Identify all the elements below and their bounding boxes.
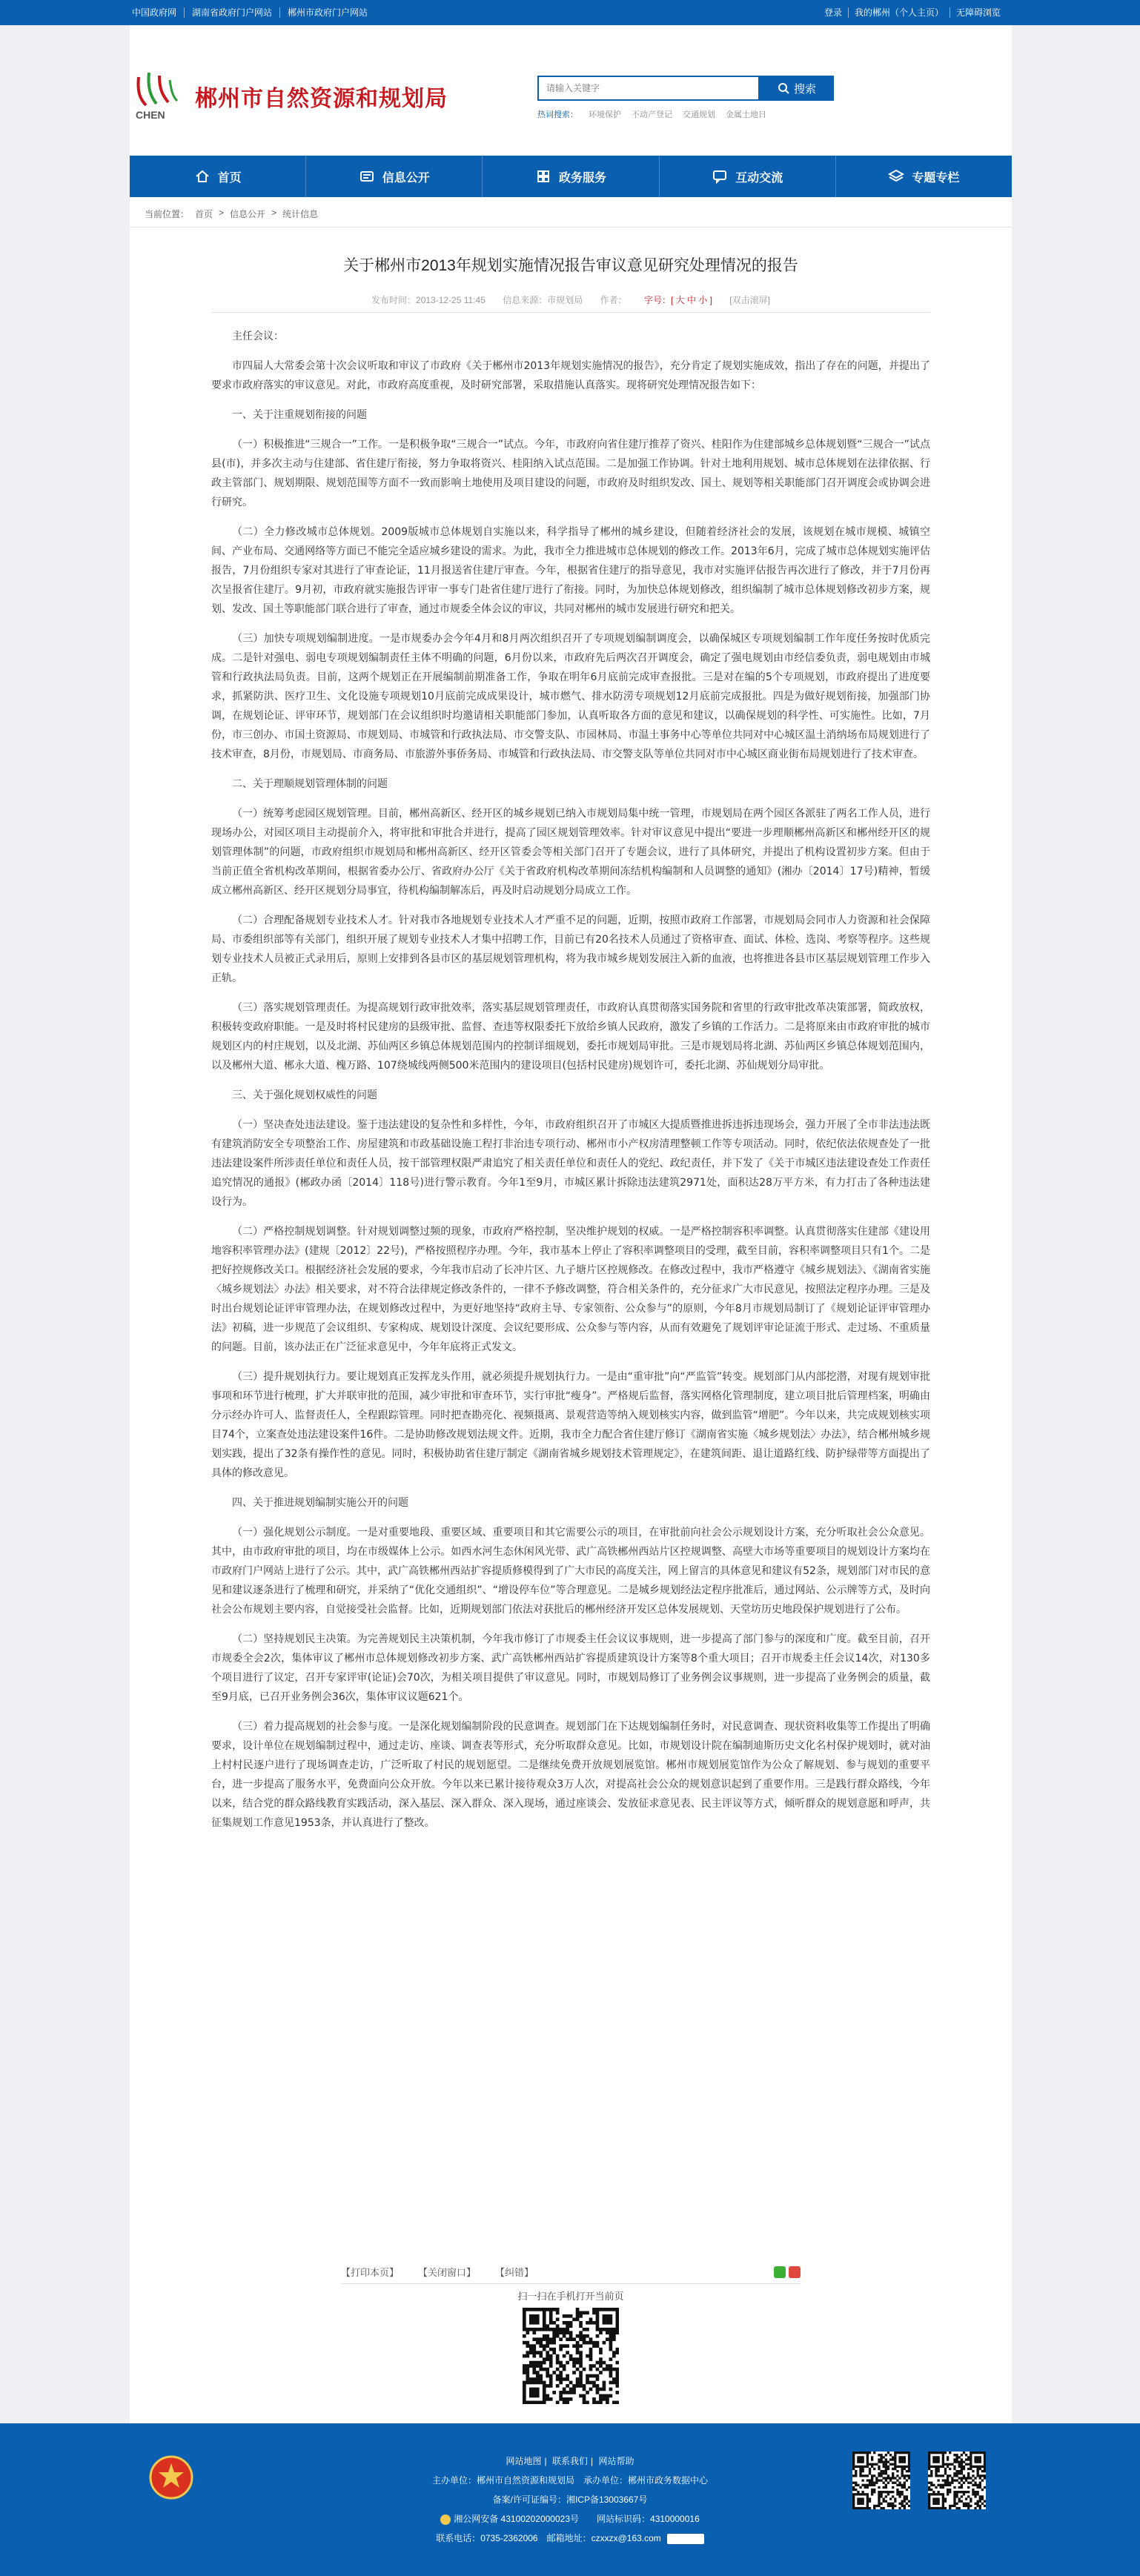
info-icon (359, 168, 375, 185)
scroll-toggle[interactable]: [双击滚屏] (729, 295, 770, 305)
logo-icon (130, 70, 189, 122)
nav-label: 互动交流 (735, 171, 783, 185)
footer-police[interactable]: 湘公网安备 43100202000023号 (454, 2514, 579, 2524)
top-link-hunan[interactable]: 湖南省政府门户网站 (184, 7, 279, 18)
main-nav (130, 156, 1012, 197)
nav-label: 政务服务 (559, 171, 607, 185)
nav-label: 首页 (217, 171, 242, 185)
hotword[interactable]: 交通规划 (683, 110, 715, 119)
section-heading: 三、关于强化规划权威性的问题 (232, 1089, 377, 1101)
salutation: 主任会议： (232, 331, 284, 342)
source: 信息来源：市规划局 (503, 295, 583, 305)
nav-info[interactable] (306, 156, 483, 197)
article-title: 关于郴州市2013年规划实施情况报告审议意见研究处理情况的报告 (343, 257, 798, 274)
section-heading: 二、关于理顺规划管理体制的问题 (232, 778, 388, 790)
article-meta (130, 293, 1012, 306)
nav-service[interactable] (483, 156, 659, 197)
top-link-chenzhou[interactable]: 郴州市政府门户网站 (279, 7, 375, 18)
correction-button[interactable]: 【纠错】 (495, 2267, 534, 2278)
paragraph: （二）严格控制规划调整。针对规划调整过频的现象，市政府严格控制，坚决维护规划的权威。一是严格控制容积率调整。认真贯彻落实住建部《建设用地容积率管理办法》(建规〔2012〕22号)，严格按照程序办理。今年，我市基本上停止了容积率调整项目的受理，截至目前，容积率调整项目只有1个。二是把好控规修改关口。根据经济社会发展的要求，今年我市启动了长冲片区、九子塘片区控规修改。在修改过程中，我市严格遵守《城乡规划法》、《湖南省实施〈城乡规划法〉办法》相关要求，对不符合法律规定修改条件的，一律不予修改调整，符合相关条件的，充分征求广大市民意见，按照法定程序办理。三是及时出台规划论证评审管理办法，在规划修改过程中，为更好地坚持“政府主导、专家领衔、公众参与”的原则，今年8月市规划局制订了《规划论证评审管理办法》初稿，进一步规范了会议组织、专家构成、规划设计深度、会议纪要形成、公众参与等内容，从而有效避免了规划评审论证流于形式、走过场、不重质量的问题。目前，该办法正在广泛征求意见中，今年年底将正式发文。 (211, 1226, 930, 1353)
section-heading: 四、关于推进规划编制实施公开的问题 (232, 1497, 408, 1509)
footer-site-code: 网站标识码：4310000016 (597, 2514, 700, 2524)
breadcrumb-sep: > (219, 208, 225, 218)
breadcrumb-info[interactable]: 信息公开 (230, 209, 266, 219)
paragraph: （三）落实规划管理责任。为提高规划行政审批效率，落实基层规划管理责任，市政府认真贯彻落实国务院和省里的行政审批改革决策部署，简政放权，积极转变政府职能。一是及时将村民建房的县级审批、监督、查违等权限委托下放给乡镇人民政府，激发了乡镇的工作活力。二是将原来由市政府审批的城市规划区内的村庄规划，以及北湖、苏仙两区乡镇总体规划范围内的控制详细规划，委托市规划局审批。三是市规划局将北湖、苏仙两区乡镇总体规划范围内，以及郴州大道、郴永大道、槐万路、107绕城线两侧500米范围内的建设项目(包括村民建房)规划许可，委托北湖、苏仙规划分局审批。 (211, 1002, 930, 1072)
article-body (211, 327, 930, 1843)
divider (211, 312, 930, 313)
paragraph: （二）合理配备规划专业技术人才。针对我市各地规划专业技术人才严重不足的问题，近期，按照市政府工作部署，市规划局会同市人力资源和社会保障局、市委组织部等有关部门，组织开展了规划专业技术人才集中招聘工作，目前已有20名技术人员通过了资格审查、面试、体检、选岗、考察等程序。这些规划专业技术人员被正式录用后，原则上安排到各县市区的基层规划管理机构，将为我市城乡规划发展注入新的血液，也将推进各县市区基层规划管理工作步入正轨。 (211, 914, 930, 984)
home-icon (194, 168, 211, 185)
gov-error-report-icon[interactable] (667, 2534, 704, 2544)
chat-icon (712, 168, 728, 185)
nav-interaction[interactable] (660, 156, 836, 197)
hotword[interactable]: 金属土地日 (726, 110, 766, 119)
hotword[interactable]: 不动产登记 (632, 110, 672, 119)
paragraph: 市四届人大常委会第十次会议听取和审议了市政府《关于郴州市2013年规划实施情况的报告》，充分肯定了规划实施成效，指出了存在的问题，并提出了要求市政府落实的审议意见。对此，市政府高度重视，及时研究部署，采取措施认真落实。现将研究处理情况报告如下： (211, 360, 930, 391)
paragraph: （二）坚持规划民主决策。为完善规划民主决策机制，今年我市修订了市规委主任会议议事规则，进一步提高了部门参与的深度和广度。截至目前，召开市规委全会2次，集体审议了郴州市总体规划修改初步方案、武广高铁郴州西站扩容提质建筑设计方案等8个重大项目；召开市规委主任会议14次，对130多个项目进行了议定，召开专家评审(论证)会70次，为相关项目提供了审议意见。同时，市规划局修订了业务例会议事规则，进一步提高了业务例会的质量，截至9月底，已召开业务例会36次，集体审议议题621个。 (211, 1633, 930, 1703)
wechat-icon[interactable] (774, 2266, 786, 2278)
footer-contact: 联系电话：0735-2362006 邮箱地址：czxxzx@163.com (436, 2533, 661, 2543)
paragraph: （三）加快专项规划编制进度。一是市规委办会今年4月和8月两次组织召开了专项规划编制调度会，以确保城区专项规划编制工作年度任务按时优质完成。二是针对强电、弱电专项规划编制责任主体不明确的问题，6月份以来，市政府先后两次召开调度会，确定了强电规划由市经信委负责，弱电规划由市城管和行政执法局负责。目前，这两个规划正在开展编制前期准备工作，争取在明年6月底前完成审查报批。三是对在编的5个专项规划，市政府提出了进度要求，抓紧防洪、医疗卫生、文化设施专项规划10月底前完成成果设计，城市燃气、排水防涝专项规划12月底前完成报批。四是为做好规划衔接，加强部门协调，在规划论证、评审环节，规划部门在会议组织时均邀请相关职能部门参加，认真听取各方面的意见和建议，以确保规划的科学性、可实施性。比如，7月份，市三创办、市国土资源局、市规划局、市城管和行政执法局、市交警支队、市园林局、市温土事务中心等单位共同对中心城区温土消纳场布局规划进行了技术审查，8月份，市规划局、市商务局、市旅游外事侨务局、市城管和行政执法局、市交警支队等单位共同对市中心城区商业街布局规划进行了技术审查。 (211, 633, 930, 760)
breadcrumb-sep: > (271, 208, 277, 218)
divider (341, 2283, 801, 2284)
top-link-gov[interactable]: 中国政府网 (132, 7, 177, 18)
publish-date: 发布时间：2013-12-25 11:45 (371, 295, 486, 305)
breadcrumb-current[interactable]: 统计信息 (282, 209, 319, 219)
weibo-qr-icon (852, 2451, 910, 2509)
section-heading: 一、关于注重规划衔接的问题 (232, 409, 367, 421)
qr-label: 扫一扫在手机打开当前页 (517, 2291, 624, 2302)
search-button-label: 搜索 (793, 82, 816, 96)
footer-link-help[interactable]: 网站帮助 (598, 2456, 634, 2466)
logo-text: CHEN (136, 109, 165, 121)
qr-code-icon (523, 2308, 619, 2404)
divider (130, 227, 1012, 228)
top-links (132, 7, 375, 18)
breadcrumb-home[interactable]: 首页 (195, 209, 213, 219)
hotword[interactable]: 环境保护 (589, 110, 621, 119)
paragraph: （一）统筹考虑园区规划管理。目前，郴州高新区、经开区的城乡规划已纳入市规划局集中统一管理，市规划局在两个园区各派驻了两名工作人员，进行现场办公，对园区项目主动提前介入，将审批和审批合并进行，提高了园区规划管理效率。针对审议意见中提出“要进一步理顺郴州高新区和郴州经开区的规划管理体制”的问题，市政府组织市规划局和郴州高新区、经开区管委会等相关部门召开了专题会议，进行了具体研究，并提出了机构设置初步方案。但由于当前正值全省机构改革期间，根据省委办公厅、省政府办公厅《关于省政府机构改革期间冻结机构编制和人员调整的通知》(湘办〔2014〕17号)精神，暂缓成立郴州高新区、经开区规划分局事宜，待机构编制解冻后，再及时启动规划分局成立工作。 (211, 808, 930, 897)
print-button[interactable]: 【打印本页】 (341, 2267, 400, 2278)
nav-label: 信息公开 (382, 171, 430, 185)
footer-record[interactable]: 备案/许可证编号：湘ICP备13003667号 (492, 2494, 648, 2505)
layers-icon (888, 168, 904, 185)
top-right-links (818, 7, 1007, 18)
breadcrumb (145, 208, 318, 220)
main-content (130, 197, 1012, 2423)
site-header (130, 25, 1012, 156)
search-button[interactable] (760, 76, 834, 101)
nav-home[interactable] (130, 156, 306, 197)
top-bar (0, 0, 1140, 25)
breadcrumb-prefix: 当前位置： (145, 209, 190, 219)
paragraph: （三）着力提高规划的社会参与度。一是深化规划编制阶段的民意调查。规划部门在下达规划编制任务时，对民意调查、现状资料收集等工作提出了明确要求，设计单位在规划编制过程中，通过走访、座谈、调查表等形式，充分听取群众意见。比如，市规划设计院在编制迪斯历史文化名村保护规划时，就对油上村村民逐户进行了现场调查走访，广泛听取了村民的规划愿望。二是继续免费开放规划展览馆。郴州市规划展览馆作为公众了解规划、参与规划的重要平台，进一步提高了服务水平，免费面向公众开放。今年以来已累计接待观众3万人次，对提高社会公众的规划意识起到了重要作用。三是践行群众路线，今年以来，结合党的群众路线教育实践活动，深入基层、深入群众、深入现场，通过座谈会、发放征求意见表、民主评议等方式，倾听群众的规划意愿和呼声，共征集规划工作意见1953条，并认真进行了整改。 (211, 1721, 930, 1829)
paragraph: （三）提升规划执行力。要让规划真正发挥龙头作用，就必须提升规划执行力。一是由“重审批”向“严监管”转变。规划部门从内部挖潜，对现有规划审批事项和环节进行梳理，扩大并联审批的范围，减少审批和审查环节，实行审批“瘦身”。严格规后监督，落实网格化管理制度，建立项目批后管理档案，明确由分示经办许可人、监督责任人，全程跟踪管理。同时把查勘亮化、视频摄离、景观营造等纳入规划核实内容，做到监管“增肥”。今年以来，共完成规划核实项目74个，立案查处违法建设案件16件。二是协助修改规划法规文件。近期，我市全力配合省住建厅修订《湖南省实施〈城乡规划法〉办法》，结合郴州城乡规划实践，提出了32条有操作性的意见。同时，积极协助省住建厅制定《湖南省城乡规划技术管理规定》，在建筑间距、退让道路红线、防护绿带等方面提出了具体的修改意见。 (211, 1371, 930, 1479)
close-window-button[interactable]: 【关闭窗口】 (418, 2267, 477, 2278)
my-chenzhou-link[interactable]: 我的郴州（个人主页） (848, 7, 950, 18)
paragraph: （一）坚决查处违法建设。鉴于违法建设的复杂性和多样性，今年，市政府组织召开了市城区大提质暨推进拆违拆违现场会，强力开展了全市非法违法既有建筑消防安全专项整治工作、房屋建筑和市政基础设施工程打非治违专项行动、郴州市小产权房清理整顿工作等专项活动。同时，依纪依法依规查处了一批违法建设案件所涉责任单位和责任人员，按干部管理权限严肃追究了相关责任单位和责任人的党纪、政纪责任，并下发了《关于市城区违法建设查处工作责任追究情况的通报》(郴政办函〔2014〕118号)进行警示教育。今年1至9月，市城区累计拆除违法建筑2971处，面积达28万平方米，有力打击了各种违法建设行为。 (211, 1119, 930, 1208)
search-input[interactable] (539, 77, 758, 99)
search-icon (778, 82, 789, 94)
author: 作者： (600, 295, 627, 305)
footer (0, 2423, 1140, 2576)
footer-contact-row (0, 2529, 1140, 2548)
paragraph: （一）强化规划公示制度。一是对重要地段、重要区域、重要项目和其它需要公示的项目，在审批前向社会公示规划设计方案，充分听取社会公众意见。其中，由市政府审批的项目，均在市级媒体上公示。如西水河生态休闲风光带、武广高铁郴州西站片区控规调整、高壁大市场等重要项目的规划设计方案均在市政府门户网站上进行了公示。其中，武广高铁郴州西站扩容提质修模得到了广大市民的高度关注，网上留言的具体意见和建议有52条，规划部门对市民的意见和建议逐条进行了梳理和研究，并采纳了“优化交通组织”、“增设停车位”等合理意见。二是城乡规划经法定程序批准后，通过网站、公示牌等方式，及时向社会公布规划主要内容，自觉接受社会监督。比如，近期规划部门依法对获批后的郴州经济开发区总体发展规划、天堂坊历史地段保护规划进行了公布。 (211, 1527, 930, 1616)
police-badge-icon (440, 2514, 451, 2525)
site-title[interactable]: 郴州市自然资源和规划局 (195, 87, 448, 111)
weibo-icon[interactable] (789, 2266, 801, 2278)
paragraph: （一）积极推进“三规合一”工作。一是积极争取“三规合一”试点。今年，市政府向省住建厅推荐了资兴、桂阳作为住建部城乡总体规划暨“三规合一”试点县(市)，并多次主动与住建部、省住建厅衔接，努力争取将资兴、桂阳纳入试点范围。二是加强工作协调。针对土地利用规划、城市总体规划在法律依据、行政主管部门、规划期限、规划范围等方面不一致而影响土地使用及项目建设的问题，市政府及时组织发改、国土、规划等相关职能部门召开调度会或协调会进行研究。 (211, 439, 930, 508)
hotwords (537, 108, 766, 120)
login-link[interactable]: 登录 (823, 7, 842, 18)
hotwords-label: 热词搜索： (537, 110, 578, 119)
font-size-control[interactable]: 字号：[ 大 中 小 ] (643, 295, 712, 305)
footer-sponsor: 主办单位：郴州市自然资源和规划局 承办单位：郴州市政务数据中心 (431, 2475, 708, 2486)
footer-links: 网站地图 | 联系我们 | 网站帮助 (0, 2451, 1140, 2471)
wechat-qr-icon (928, 2451, 986, 2509)
search-box (537, 76, 760, 101)
footer-link-sitemap[interactable]: 网站地图 (506, 2456, 542, 2466)
accessibility-link[interactable]: 无障碍浏览 (950, 7, 1007, 18)
footer-link-contact[interactable]: 联系我们 (551, 2456, 588, 2466)
article-tools (341, 2265, 801, 2279)
share-buttons (774, 2266, 801, 2278)
service-icon (535, 168, 551, 185)
footer-police-row (0, 2509, 1140, 2529)
nav-label: 专题专栏 (912, 171, 960, 185)
nav-special[interactable] (836, 156, 1012, 197)
paragraph: （二）全力修改城市总体规划。2009版城市总体规划自实施以来，科学指导了郴州的城乡建设，但随着经济社会的发展，该规划在城市规模、城镇空间、产业布局、交通网络等方面已不能完全适应城乡建设的需求。为此，我市全力推进城市总体规划的修改工作。2013年6月，完成了城市总体规划实施评估报告，7月份组织专家对其进行了审查论证，11月报送省住建厅审查。今年，根据省住建厅的指导意见，我市对实施评估报告再次进行了修改，并于7月份再次呈报省住建厅。9月初，市政府就实施报告评审一事专门赴省住建厅进行了衔接。同时，为加快总体规划修改，组织编制了城市总体规划修改初步方案，规划、发改、国土等职能部门联合进行了审查，通过市规委全体会议的审议，共同对郴州的城市发展进行研究和把关。 (211, 526, 930, 615)
